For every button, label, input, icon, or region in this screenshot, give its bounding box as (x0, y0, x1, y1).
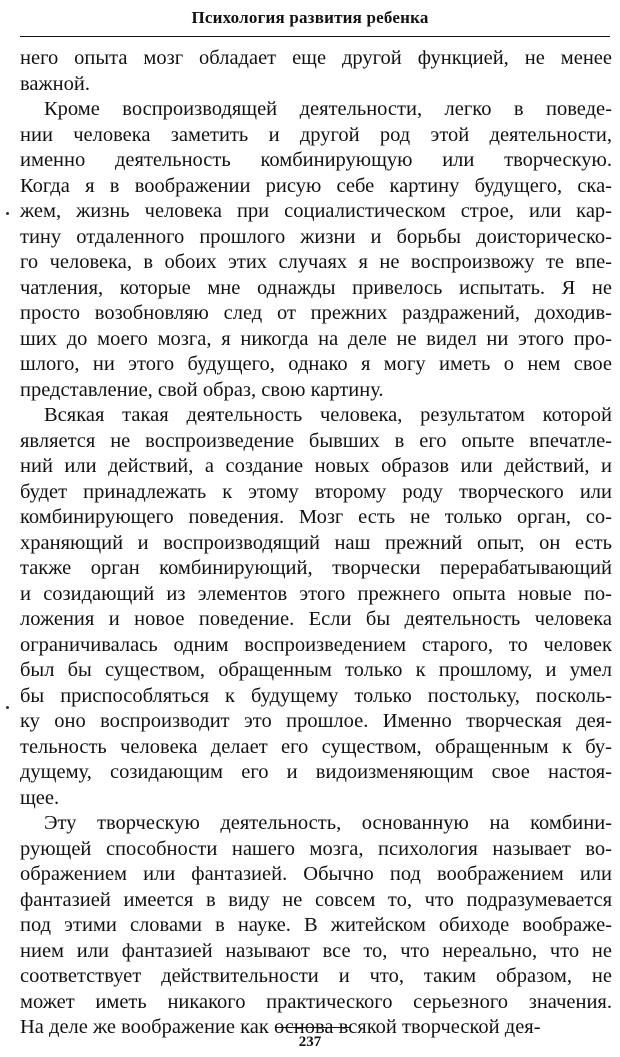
text-line: Всякая такая деятельность человека, результатом которой (44, 404, 612, 426)
text-line: также орган комбинирующий, творчески перерабатывающий (20, 557, 612, 579)
text-line: чатления, которые мне однажды привелось испытать. Я не (20, 276, 612, 299)
text-line: тельность человека делает его существом, обращенным к бу- (20, 735, 612, 758)
text-line: нии человека заметить и другой род этой деятельности, (20, 123, 612, 146)
text-line: был бы существом, обращенным только к прошлому, и умел (20, 659, 612, 681)
scan-speck (6, 212, 9, 215)
text-line: является не воспроизведение бывших в его опыте впечатле- (20, 429, 612, 452)
text-line: может иметь никакого практического серьезного значения. (20, 990, 612, 1013)
text-line: будет принадлежать к этому второму роду творческого или (20, 480, 612, 503)
text-line: под этими словами в науке. В житейском обиходе воображе- (20, 914, 612, 936)
footer-rule (276, 1027, 350, 1028)
text-line: ображением или фантазией. Обычно под воображением или (20, 863, 612, 885)
text-line: бы приспособляться к будущему только постольку, посколь- (20, 684, 612, 707)
text-line: ограничивалась одним воспроизведением старого, то человек (20, 633, 612, 656)
text-line: комбинирующего поведения. Мозг есть не только орган, со- (20, 506, 612, 528)
text-line: го человека, в обоих этих случаях я не воспроизвожу те впе- (20, 251, 612, 273)
text-line: дущему, созидающим его и видоизменяющим свое настоя- (20, 761, 612, 783)
text-line: представление, свой образ, свою картину. (20, 378, 384, 401)
text-line: ших до моего мозга, я никогда на деле не видел ни этого про- (20, 327, 612, 350)
page-number: 237 (298, 1034, 322, 1050)
text-line: и созидающий из элементов этого прежнего опыта новые по- (20, 582, 612, 605)
text-line: фантазией имеется в виду не совсем то, что подразумевается (20, 888, 612, 911)
running-head: Психология развития ребенка (191, 8, 429, 27)
text-line: именно деятельность комбинирующую или творческую. (20, 149, 612, 171)
text-line: просто возобновляю след от прежних раздражений, доходив- (20, 302, 612, 324)
text-line: соответствует действительности и что, таким образом, не (20, 965, 612, 987)
text-line: Эту творческую деятельность, основанную на комбини- (44, 812, 612, 834)
text-line: ний или действий, а создание новых образов или действий, и (20, 455, 612, 477)
body-text (20, 46, 612, 1041)
text-line: Кроме воспроизводящей деятельности, легко в поведе- (44, 98, 612, 120)
text-line: ку оно воспроизводит это прошлое. Именно творческая дея- (20, 710, 612, 732)
text-line: храняющий и воспроизводящий наш прежний опыт, он есть (20, 531, 612, 554)
text-line: На деле же воображение как основа всякой творческой дея- (20, 1016, 541, 1038)
text-line: ложения и новое поведение. Если бы деятельность человека (20, 608, 612, 630)
text-line: тину отдаленного прошлого жизни и борьбы доисторическо- (20, 225, 612, 248)
scan-speck (6, 706, 9, 709)
text-line: Когда я в воображении рисую себе картину будущего, ска- (20, 174, 612, 197)
text-line: рующей способности нашего мозга, психология называет во- (20, 837, 612, 860)
text-line: нием или фантазией называют все то, что нереально, что не (20, 939, 612, 962)
text-line: жем, жизнь человека при социалистическом строе, или кар- (20, 200, 612, 222)
text-line: шлого, ни этого будущего, однако я могу иметь о нем свое (20, 353, 612, 375)
header-rule (20, 36, 610, 37)
text-line: него опыта мозг обладает еще другой функцией, не менее (20, 47, 612, 69)
text-line: важной. (20, 72, 90, 95)
text-line: щее. (20, 786, 60, 809)
